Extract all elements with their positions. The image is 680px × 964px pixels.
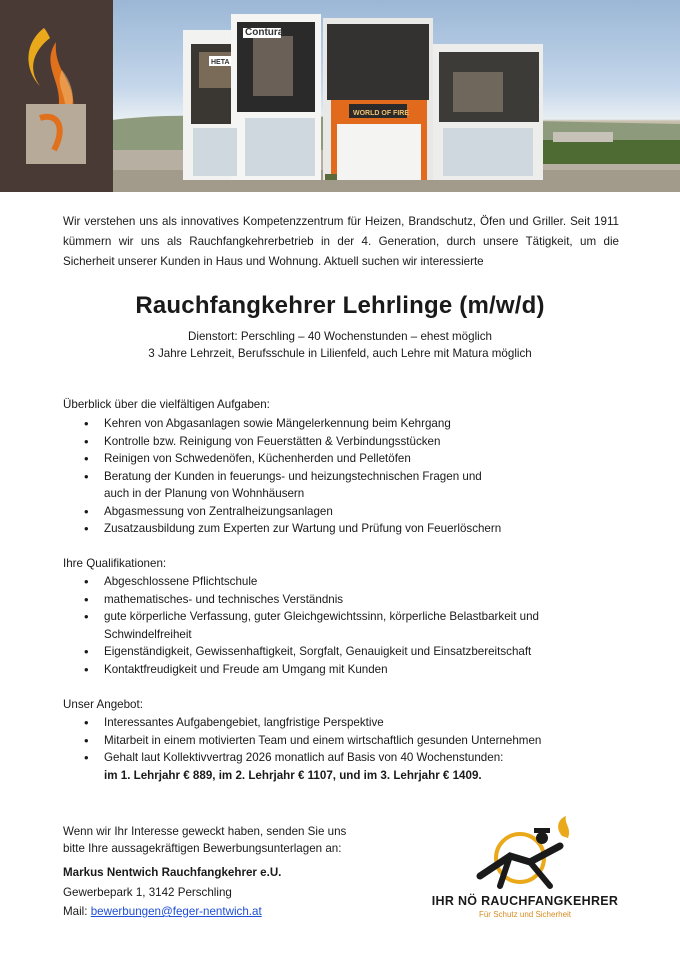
job-location-line: Dienstort: Perschling – 40 Wochenstunden – ehest möglich xyxy=(188,330,492,343)
tasks-list xyxy=(84,415,604,538)
list-item: • Mitarbeit in einem motivierten Team und einem wirtschaftlich gesunden Unternehmen xyxy=(84,732,604,750)
email-link[interactable]: bewerbungen@feger-nentwich.at xyxy=(90,905,262,918)
job-education-line: 3 Jahre Lehrzeit, Berufsschule in Lilienfeld, auch Lehre mit Matura möglich xyxy=(148,347,532,360)
offer-heading: Unser Angebot: xyxy=(63,698,143,711)
photo-sign-text: Contura xyxy=(245,27,284,38)
salary-line: im 1. Lehrjahr € 889, im 2. Lehrjahr € 1107, und im 3. Lehrjahr € 1409. xyxy=(104,768,482,782)
company-name: Markus Nentwich Rauchfangkehrer e.U. xyxy=(63,866,282,879)
list-item: • Gehalt laut Kollektivvertrag 2026 monatlich auf Basis von 40 Wochenstunden: im 1. Lehrjahr € 889, im 2. Lehrjahr € 1107, und im 3. Lehrjahr € 1409. xyxy=(84,749,604,784)
list-item: • Abgasmessung von Zentralheizungsanlagen xyxy=(84,503,604,521)
company-logo xyxy=(0,0,113,192)
intro-paragraph: Wir verstehen uns als innovatives Kompetenzzentrum für Heizen, Brandschutz, Öfen und Griller. Seit 1911 kümmern wir uns als Rauchfangkehrerbetrieb in der 4. Generation, durch unsere Tätigkeit, um die Sicherheit unserer Kunden in Haus und Wohnung. Aktuell suchen wir interessierte xyxy=(63,215,619,268)
brand-tagline: Für Schutz und Sicherheit xyxy=(478,910,572,919)
photo-sign-text: HETA xyxy=(211,59,230,66)
list-item: • gute körperliche Verfassung, guter Gleichgewichtssinn, körperliche Belastbarkeit und Schwindelfreiheit xyxy=(84,608,604,643)
flame-logo-icon xyxy=(0,0,113,192)
showroom-photo xyxy=(113,0,680,192)
list-item: • Zusatzausbildung zum Experten zur Wartung und Prüfung von Feuerlöschern xyxy=(84,520,604,538)
list-item: • mathematisches- und technisches Verständnis xyxy=(84,591,604,609)
contact-intro: Wenn wir Ihr Interesse geweckt haben, senden Sie uns bitte Ihre aussagekräftigen Bewerbungsunterlagen an: xyxy=(63,825,347,855)
chimney-sweep-icon xyxy=(420,816,630,896)
list-item: • Kontaktfreudigkeit und Freude am Umgang mit Kunden xyxy=(84,661,604,679)
job-title: Rauchfangkehrer Lehrlinge (m/w/d) xyxy=(135,292,545,319)
mail-label: Mail: xyxy=(63,905,88,918)
brand-logo xyxy=(420,816,630,926)
offer-list xyxy=(84,714,604,784)
company-address: Gewerbepark 1, 3142 Perschling xyxy=(63,886,232,899)
list-item: • Interessantes Aufgabengebiet, langfristige Perspektive xyxy=(84,714,604,732)
list-item: • Reinigen von Schwedenöfen, Küchenherden und Pelletöfen xyxy=(84,450,604,468)
mail-line xyxy=(63,903,262,920)
brand-name: IHR NÖ RAUCHFANGKEHRER xyxy=(431,894,619,908)
header-banner xyxy=(0,0,680,192)
photo-sign-text: WORLD OF FIRE xyxy=(353,110,409,117)
list-item: • Abgeschlossene Pflichtschule xyxy=(84,573,604,591)
qualifications-heading: Ihre Qualifikationen: xyxy=(63,557,167,570)
list-item: • Eigenständigkeit, Gewissenhaftigkeit, Sorgfalt, Genauigkeit und Einsatzbereitschaft xyxy=(84,643,604,661)
tasks-heading: Überblick über die vielfältigen Aufgaben: xyxy=(63,398,270,411)
list-item: • Kehren von Abgasanlagen sowie Mängelerkennung beim Kehrgang xyxy=(84,415,604,433)
list-item: • Beratung der Kunden in feuerungs- und heizungstechnischen Fragen und auch in der Planung von Wohnhäusern xyxy=(84,468,604,503)
qualifications-list xyxy=(84,573,604,678)
list-item: • Kontrolle bzw. Reinigung von Feuerstätten & Verbindungsstücken xyxy=(84,433,604,451)
